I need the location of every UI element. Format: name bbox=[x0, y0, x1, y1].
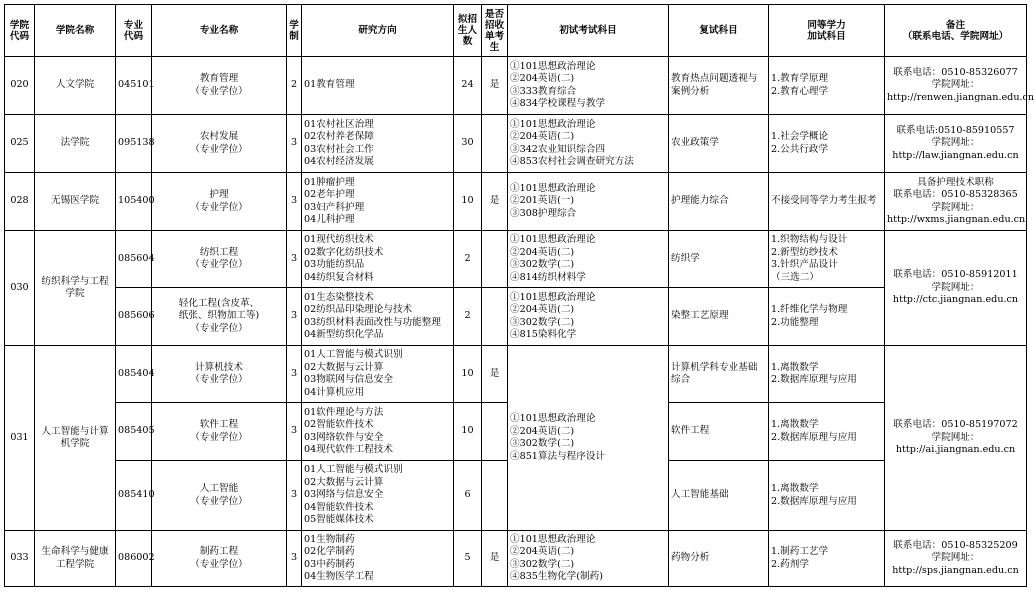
major-name: 护理 （专业学位） bbox=[152, 173, 287, 231]
equivalent-subjects: 不接受同等学力考生报考 bbox=[769, 173, 885, 231]
remark: 联系电话：0510-85326077 学院网址： http://renwen.jiangnan.edu.cn bbox=[885, 57, 1027, 115]
table-row bbox=[5, 531, 1027, 587]
retest-subjects: 农业政策学 bbox=[669, 115, 769, 173]
research-direction: 01肿瘤护理 02老年护理 03妇产科护理 04儿科护理 bbox=[302, 173, 454, 231]
major-code: 085410 bbox=[116, 461, 152, 531]
header-equiv: 同等学力 加试科目 bbox=[769, 5, 885, 57]
research-direction: 01人工智能与模式识别 02大数据与云计算 03物联网与信息安全 04计算机应用 bbox=[302, 346, 454, 403]
retest-subjects: 护理能力综合 bbox=[669, 173, 769, 231]
study-years: 3 bbox=[287, 231, 302, 288]
single-exam: 是 bbox=[482, 173, 508, 231]
major-code: 085604 bbox=[116, 231, 152, 288]
equivalent-subjects: 1.制药工艺学 2.药剂学 bbox=[769, 531, 885, 587]
study-years: 3 bbox=[287, 346, 302, 403]
table-row bbox=[5, 115, 1027, 173]
remark: 联系电话:0510-85910557 学院网址： http://law.jiangnan.edu.cn bbox=[885, 115, 1027, 173]
study-years: 2 bbox=[287, 57, 302, 115]
college-code: 030 bbox=[5, 231, 35, 346]
research-direction: 01生物制药 02化学制药 03中药制药 04生物医学工程 bbox=[302, 531, 454, 587]
research-direction: 01农村社区治理 02农村养老保障 03农村社会工作 04农村经济发展 bbox=[302, 115, 454, 173]
major-code: 045101 bbox=[116, 57, 152, 115]
college-name: 人工智能与计算机学院 bbox=[35, 346, 116, 531]
retest-subjects: 纺织学 bbox=[669, 231, 769, 288]
equivalent-subjects: 1.纤维化学与物理 2.功能整理 bbox=[769, 288, 885, 346]
remark: 联系电话：0510-85325209 学院网址： http://sps.jiangnan.edu.cn bbox=[885, 531, 1027, 587]
college-name: 无锡医学院 bbox=[35, 173, 116, 231]
header-system: 学 制 bbox=[287, 5, 302, 57]
header-college-code: 学院 代码 bbox=[5, 5, 35, 57]
study-years: 3 bbox=[287, 288, 302, 346]
college-name: 人文学院 bbox=[35, 57, 116, 115]
equivalent-subjects: 1.社会学概论 2.公共行政学 bbox=[769, 115, 885, 173]
retest-subjects: 药物分析 bbox=[669, 531, 769, 587]
single-exam bbox=[482, 115, 508, 173]
enrollment-plan: 6 bbox=[454, 461, 482, 531]
enrollment-plan: 2 bbox=[454, 231, 482, 288]
header-major-code: 专业 代码 bbox=[116, 5, 152, 57]
enrollment-plan: 5 bbox=[454, 531, 482, 587]
equivalent-subjects: 1.教育学原理 2.教育心理学 bbox=[769, 57, 885, 115]
prelim-subjects: ①101思想政治理论 ②204英语(二) ③342农业知识综合四 ④853农村社会调查研究方法 bbox=[508, 115, 669, 173]
remark: 具备护理技术职称 联系电话：0510-85328365 学院网址： http://wxms.jiangnan.edu.cn bbox=[885, 173, 1027, 231]
header-plan: 拟招 生人 数 bbox=[454, 5, 482, 57]
major-name: 制药工程 （专业学位） bbox=[152, 531, 287, 587]
major-name: 教育管理 （专业学位） bbox=[152, 57, 287, 115]
prelim-subjects: ①101思想政治理论 ②204英语(二) ③302数学(二) ④814纺织材料学 bbox=[508, 231, 669, 288]
equivalent-subjects: 1.织物结构与设计 2.新型纺纱技术 3.针织产品设计 （三选二） bbox=[769, 231, 885, 288]
research-direction: 01生态染整技术 02纺织品印染理论与技术 03纺织材料表面改性与功能整理 04新型纺织化学品 bbox=[302, 288, 454, 346]
prelim-subjects: ①101思想政治理论 ②201英语(一) ③308护理综合 bbox=[508, 173, 669, 231]
college-name: 生命科学与健康工程学院 bbox=[35, 531, 116, 587]
enrollment-plan: 10 bbox=[454, 346, 482, 403]
enrollment-plan: 2 bbox=[454, 288, 482, 346]
college-name: 法学院 bbox=[35, 115, 116, 173]
retest-subjects: 软件工程 bbox=[669, 403, 769, 461]
college-code: 033 bbox=[5, 531, 35, 587]
single-exam bbox=[482, 231, 508, 288]
prelim-subjects: ①101思想政治理论 ②204英语(二) ③302数学(二) ④835生物化学(制药) bbox=[508, 531, 669, 587]
header-retest: 复试科目 bbox=[669, 5, 769, 57]
study-years: 3 bbox=[287, 173, 302, 231]
major-code: 086002 bbox=[116, 531, 152, 587]
remark: 联系电话：0510-85197072 学院网址： http://ai.jiangnan.edu.cn bbox=[885, 346, 1027, 531]
retest-subjects: 教育热点问题透视与 案例分析 bbox=[669, 57, 769, 115]
single-exam: 是 bbox=[482, 346, 508, 403]
major-name: 计算机技术 （专业学位） bbox=[152, 346, 287, 403]
major-code: 085606 bbox=[116, 288, 152, 346]
major-name: 人工智能 （专业学位） bbox=[152, 461, 287, 531]
equivalent-subjects: 1.离散数学 2.数据库原理与应用 bbox=[769, 461, 885, 531]
remark: 联系电话：0510-85912011 学院网址： http://ctc.jiangnan.edu.cn bbox=[885, 231, 1027, 346]
header-college-name: 学院名称 bbox=[35, 5, 116, 57]
retest-subjects: 人工智能基础 bbox=[669, 461, 769, 531]
prelim-subjects: ①101思想政治理论 ②204英语(二) ③333教育综合 ④834学校课程与教学 bbox=[508, 57, 669, 115]
single-exam bbox=[482, 403, 508, 461]
study-years: 3 bbox=[287, 115, 302, 173]
enrollment-plan: 24 bbox=[454, 57, 482, 115]
prelim-subjects: ①101思想政治理论 ②204英语(二) ③302数学(二) ④815染料化学 bbox=[508, 288, 669, 346]
retest-subjects: 计算机学科专业基础 综合 bbox=[669, 346, 769, 403]
enrollment-plan: 10 bbox=[454, 173, 482, 231]
equivalent-subjects: 1.离散数学 2.数据库原理与应用 bbox=[769, 346, 885, 403]
single-exam: 是 bbox=[482, 57, 508, 115]
enrollment-plan: 10 bbox=[454, 403, 482, 461]
major-name: 软件工程 （专业学位） bbox=[152, 403, 287, 461]
retest-subjects: 染整工艺原理 bbox=[669, 288, 769, 346]
admissions-table bbox=[4, 4, 1034, 587]
table-row bbox=[5, 346, 1027, 403]
header-row bbox=[5, 5, 1027, 57]
header-single: 是否 招收 单考 生 bbox=[482, 5, 508, 57]
major-code: 085404 bbox=[116, 346, 152, 403]
header-remark: 备注 （联系电话、学院网址） bbox=[885, 5, 1027, 57]
study-years: 3 bbox=[287, 531, 302, 587]
prelim-subjects: ①101思想政治理论 ②204英语(二) ③302数学(二) ④851算法与程序设计 bbox=[508, 346, 669, 531]
enrollment-plan: 30 bbox=[454, 115, 482, 173]
header-prelim: 初试考试科目 bbox=[508, 5, 669, 57]
research-direction: 01软件理论与方法 02智能软件技术 03网络软件与安全 04现代软件工程技术 bbox=[302, 403, 454, 461]
college-code: 028 bbox=[5, 173, 35, 231]
single-exam bbox=[482, 288, 508, 346]
college-code: 025 bbox=[5, 115, 35, 173]
college-code: 020 bbox=[5, 57, 35, 115]
study-years: 3 bbox=[287, 403, 302, 461]
table-row bbox=[5, 288, 1027, 346]
college-code: 031 bbox=[5, 346, 35, 531]
major-code: 095138 bbox=[116, 115, 152, 173]
research-direction: 01教育管理 bbox=[302, 57, 454, 115]
major-name: 农村发展 （专业学位） bbox=[152, 115, 287, 173]
table-row bbox=[5, 231, 1027, 288]
header-direction: 研究方向 bbox=[302, 5, 454, 57]
research-direction: 01现代纺织技术 02数字化纺织技术 03功能纺织品 04纺织复合材料 bbox=[302, 231, 454, 288]
major-name: 纺织工程 （专业学位） bbox=[152, 231, 287, 288]
major-code: 105400 bbox=[116, 173, 152, 231]
major-name: 轻化工程(含皮革、 纸张、织物加工等) （专业学位） bbox=[152, 288, 287, 346]
header-major-name: 专业名称 bbox=[152, 5, 287, 57]
table-row bbox=[5, 57, 1027, 115]
research-direction: 01人工智能与模式识别 02大数据与云计算 03网络与信息安全 04智能软件技术 05智能媒体技术 bbox=[302, 461, 454, 531]
college-name: 纺织科学与工程学院 bbox=[35, 231, 116, 346]
single-exam bbox=[482, 461, 508, 531]
single-exam: 是 bbox=[482, 531, 508, 587]
equivalent-subjects: 1.离散数学 2.数据库原理与应用 bbox=[769, 403, 885, 461]
table-row bbox=[5, 173, 1027, 231]
study-years: 3 bbox=[287, 461, 302, 531]
major-code: 085405 bbox=[116, 403, 152, 461]
